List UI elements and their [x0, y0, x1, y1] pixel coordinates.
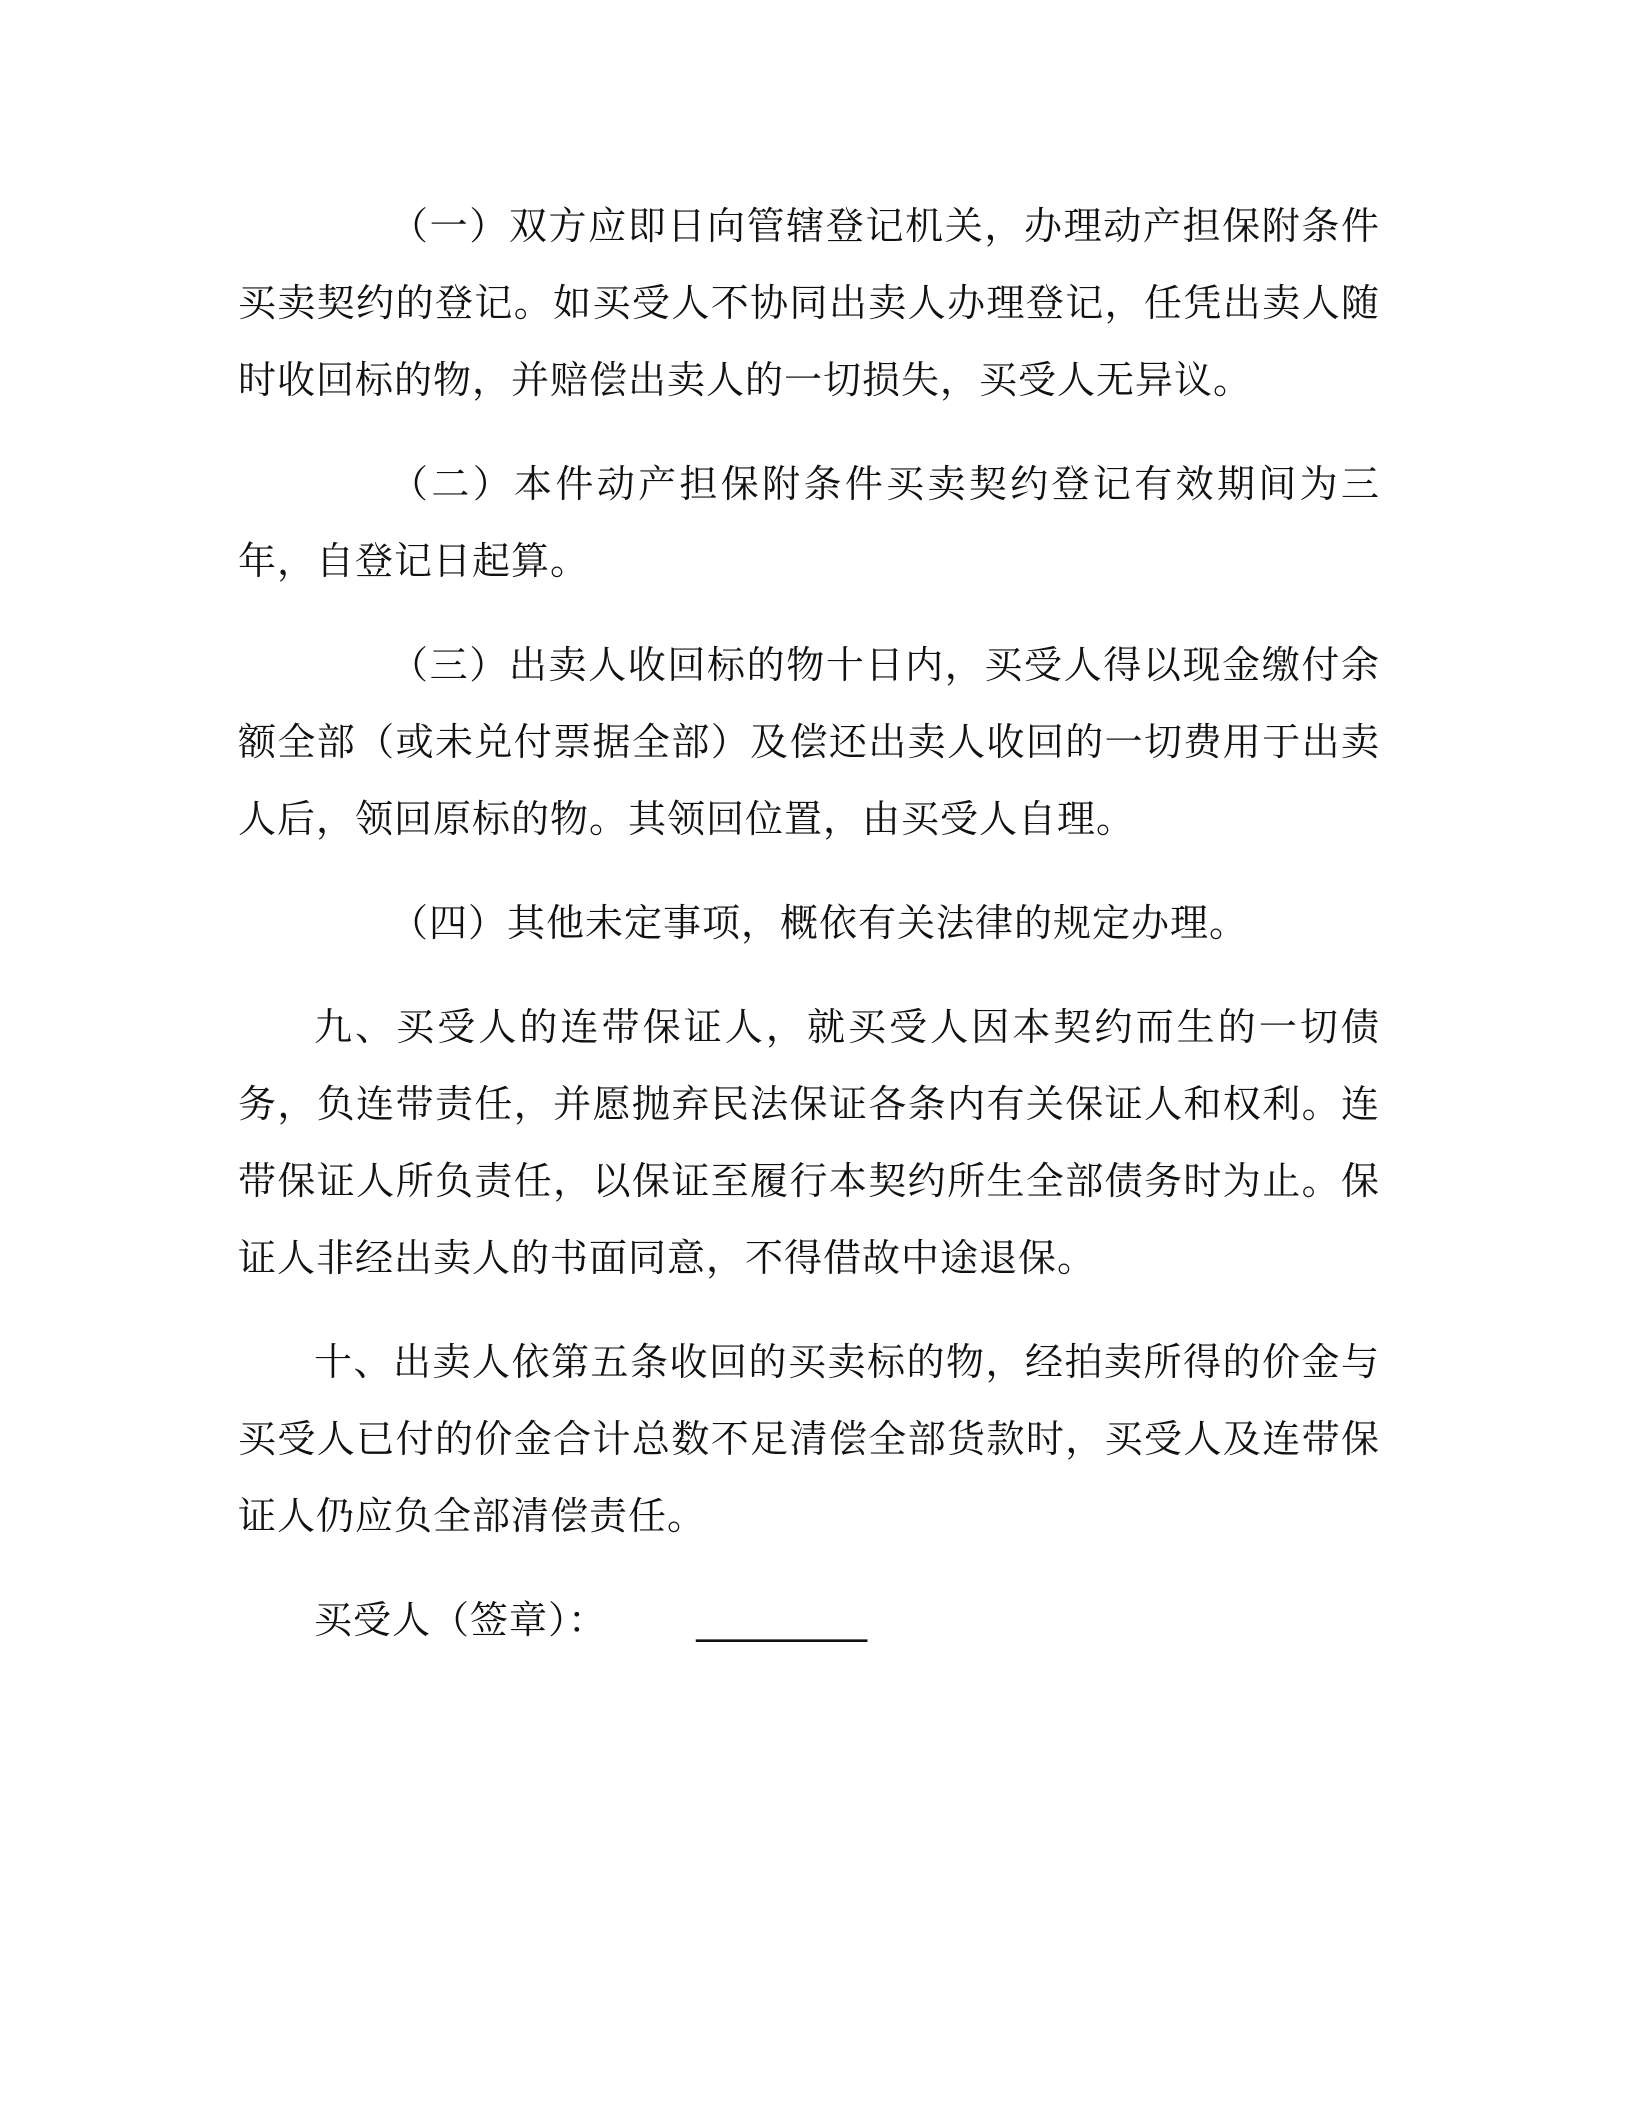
signature-blank: _________ — [696, 1598, 868, 1642]
paragraph-item-4: （四）其他未定事项，概依有关法律的规定办理。 — [390, 901, 1249, 945]
signature-label: 买受人（签章）： — [314, 1598, 608, 1642]
document-body — [238, 188, 1380, 1659]
paragraph-item-1: （一）双方应即日向管辖登记机关，办理动产担保附条件买卖契约的登记。如买受人不协同出卖人办理登记，任凭出卖人随时收回标的物，并赔偿出卖人的一切损失，买受人无异议。 — [238, 204, 1380, 402]
signature-line — [238, 1582, 1380, 1659]
paragraph-clause-10: 十、出卖人依第五条收回的买卖标的物，经拍卖所得的价金与买受人已付的价金合计总数不足清偿全部货款时，买受人及连带保证人仍应负全部清偿责任。 — [238, 1340, 1380, 1538]
paragraph-item-3: （三）出卖人收回标的物十日内，买受人得以现金缴付余额全部（或未兑付票据全部）及偿还出卖人收回的一切费用于出卖人后，领回原标的物。其领回位置，由买受人自理。 — [238, 643, 1380, 841]
paragraph-item-2: （二）本件动产担保附条件买卖契约登记有效期间为三年，自登记日起算。 — [238, 462, 1380, 583]
paragraph-clause-9: 九、买受人的连带保证人，就买受人因本契约而生的一切债务，负连带责任，并愿抛弃民法保证各条内有关保证人和权利。连带保证人所负责任，以保证至履行本契约所生全部债务时为止。保证人非经出卖人的书面同意，不得借故中途退保。 — [238, 1005, 1380, 1280]
